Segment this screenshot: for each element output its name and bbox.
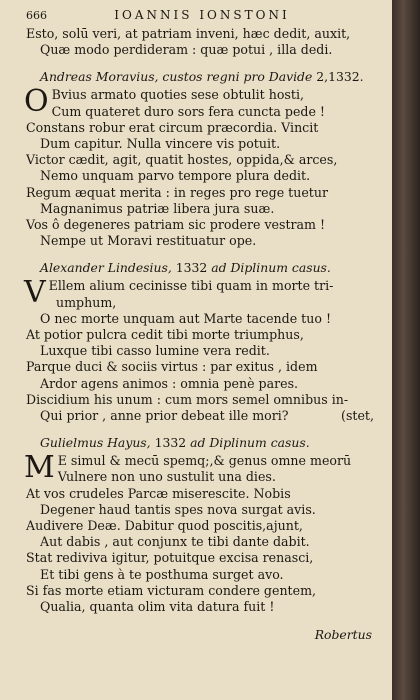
poem-title-year: 2,1332. [316,69,364,85]
poem-title-tail: ad Diplinum casus. [211,260,331,276]
verse-turnover: (stet, [341,408,374,424]
poem-title-name: Andreas Moravius, custos regni pro Davide [40,69,313,85]
drop-cap: O [24,84,49,120]
verse-first-line: Bvius armato quoties sese obtulit hosti, [51,87,304,103]
page-header [26,8,378,26]
verse-line: At vos crudeles Parcæ miserescite. Nobis [26,485,291,501]
poem-title [26,434,378,451]
verse-line: Regum æquat merita : in reges pro rege tuetur [26,184,328,200]
poem-title-name: Alexander Lindesius, [40,260,172,276]
poem [24,450,378,615]
verse-line: At potior pulcra cedit tibi morte triumphus, [26,327,304,343]
verse-last-line: Qui prior , anne prior debeat ille mori? [40,408,289,424]
verse-line: Audivere Deæ. Dabitur quod poscitis,ajunt, [26,518,303,534]
verse-line: Discidium his unum : cum mors semel omnibus in- [26,391,349,407]
verse-line: Luxque tibi casso lumine vera redit. [40,343,270,359]
poem-title-tail: ad Diplinum casus. [190,435,310,451]
verse-line: Quæ modo perdideram : quæ potui , illa dedi. [40,42,333,58]
poem-title [26,259,378,276]
running-title: IOANNIS IONSTONI [114,8,290,22]
verse-line: Cum quateret duro sors fera cuncta pede ! [51,103,325,119]
verse-first-line: E simul & mecū spemq;,& genus omne meorū [57,453,352,469]
verse-line: Ardor agens animos : omnia penè pares. [40,375,299,391]
verse-line: Nempe ut Moravi restituatur ope. [40,233,257,249]
poem-title [26,68,378,85]
verse-line: Vulnere non uno sustulit una dies. [57,469,276,485]
verse-line: Et tibi gens à te posthuma surget avo. [40,566,284,582]
verse-line: Parque duci & sociis virtus : par exitus , idem [26,359,318,375]
catchword: Robertus [314,627,372,643]
drop-cap: V [24,275,46,311]
verse-line: Nemo unquam parvo tempore plura dedit. [40,168,311,184]
book-spine-edge [392,0,420,700]
verse-line: Magnanimus patriæ libera jura suæ. [40,200,275,216]
verse-line: O nec morte unquam aut Marte tacende tuo ! [40,310,332,326]
verse-line: Qualia, quanta olim vita datura fuit ! [40,599,275,615]
poem-title-name: Gulielmus Hayus, [40,435,151,451]
verse-line: Constans robur erat circum præcordia. Vincit [26,119,319,135]
verse-line: Degener haud tantis spes nova surgat avis. [40,501,316,517]
verse-line: Esto, solū veri, at patriam inveni, hæc dedit, auxit, [26,26,351,41]
poem-title-year: 1332 [175,260,208,276]
verse-line: Victor cædit, agit, quatit hostes, oppida,& arces, [26,152,338,168]
verse-first-line: Ellem alium cecinisse tibi quam in morte tri- [48,278,334,294]
verse-line: Si fas morte etiam victuram condere gentem, [26,582,317,598]
intro-verse [26,26,378,58]
poem [24,84,378,249]
verse-line: Aut dabis , aut conjunx te tibi dante dabit. [40,534,310,550]
poem-title-year: 1332 [154,435,187,451]
verse-line: umphum, [56,294,117,310]
poem [24,275,378,424]
verse-line [26,408,378,424]
verse-line: Vos ô degeneres patriam sic prodere vestram ! [26,217,326,233]
verse-line: Dum capitur. Nulla vincere vis potuit. [40,136,281,152]
drop-cap: M [24,450,55,486]
verse-line: Stat rediviva igitur, potuitque excisa renasci, [26,550,314,566]
page-number: 666 [26,9,47,22]
